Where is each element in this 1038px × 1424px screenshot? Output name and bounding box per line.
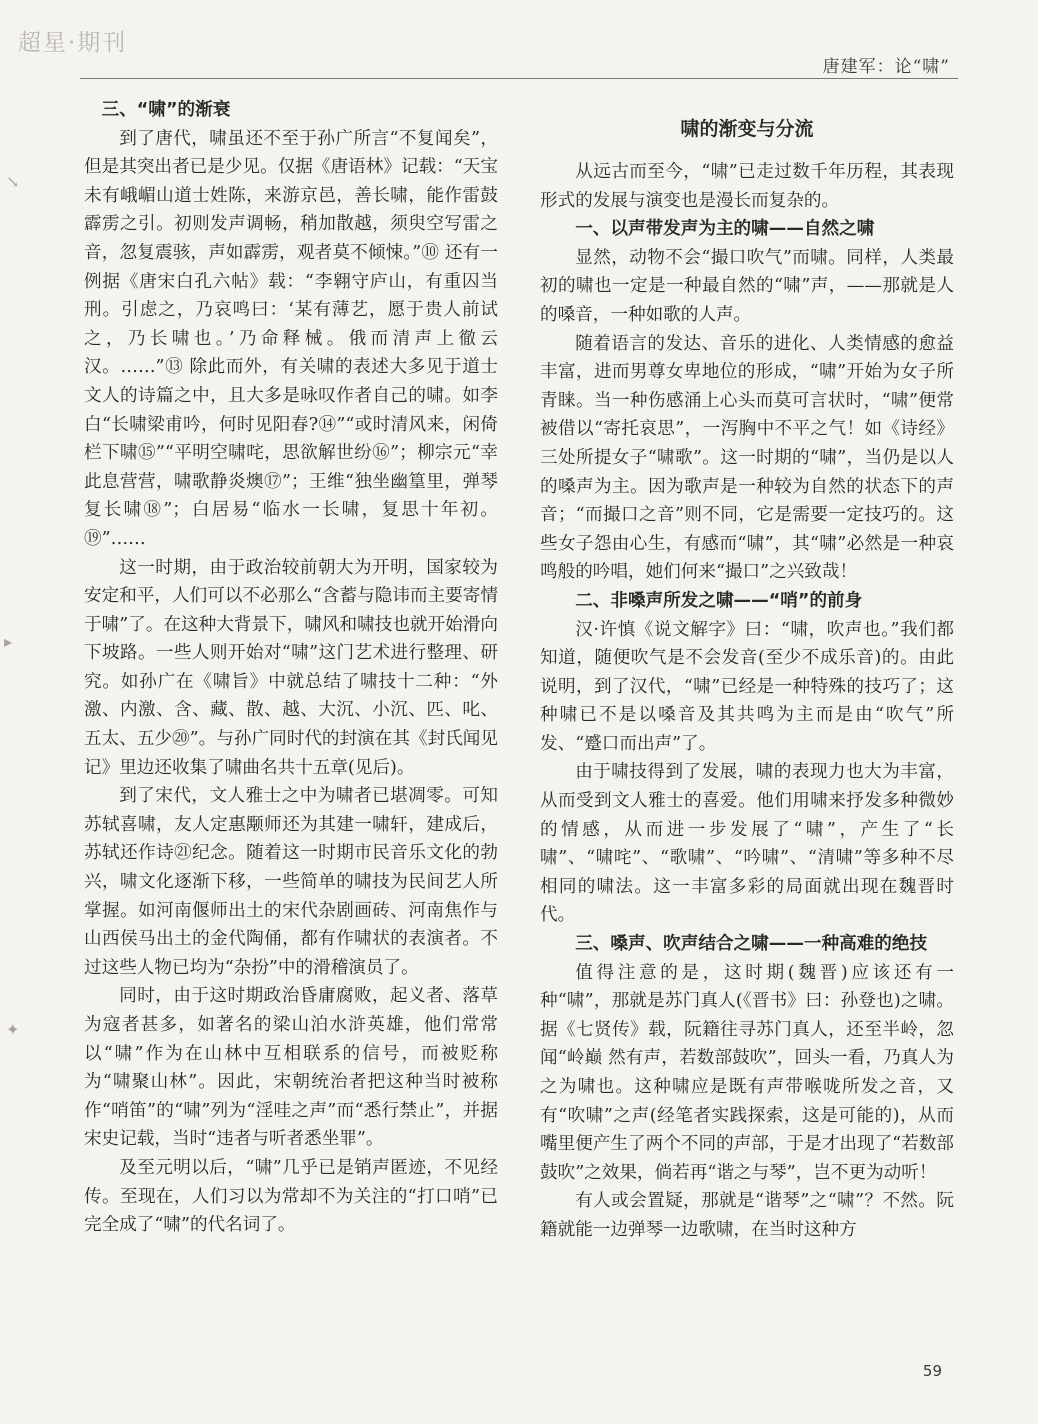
paragraph: 及至元明以后，“啸”几乎已是销声匿迹，不见经传。至现在，人们习以为常却不为关注的“打口哨”已完全成了“啸”的代名词了。: [84, 1157, 498, 1236]
left-column: [84, 96, 498, 1240]
subsection-heading: 二、非嗓声所发之啸——“哨”的前身: [575, 590, 863, 611]
paragraph: 显然，动物不会“撮口吹气”而啸。同样，人类最初的啸也一定是一种最自然的“啸”声，——那就是人的嗓音，一种如歌的人声。: [540, 247, 954, 325]
margin-mark: ↘: [6, 172, 20, 191]
page-number: 59: [922, 1362, 942, 1380]
running-head: 唐建军：论“啸”: [822, 57, 950, 77]
paragraph: 同时，由于这时期政治昏庸腐败，起义者、落草为寇者甚多，如著名的梁山泊水浒英雄，他们常常以“啸”作为在山林中互相联系的信号，而被贬称为“啸聚山林”。因此，宋朝统治者把这种当时被称作“哨笛”的“啸”列为“淫哇之声”而“悉行禁止”，并据宋史记载，当时“违者与听者悉坐罪”。: [84, 986, 498, 1150]
paragraph: 由于啸技得到了发展，啸的表现力也大为丰富，从而受到文人雅士的喜爱。他们用啸来抒发多种微妙的情感，从而进一步发展了“啸”，产生了“长啸”、“啸咤”、“歌啸”、“吟啸”、“清啸”等多种不尽相同的啸法。这一丰富多彩的局面就出现在魏晋时代。: [540, 762, 954, 926]
right-column: [540, 114, 954, 1245]
subsection-heading: 三、嗓声、吹声结合之啸——一种高难的绝技: [575, 934, 928, 955]
header-rule: [80, 78, 958, 79]
paragraph: 随着语言的发达、音乐的进化、人类情感的愈益丰富，进而男尊女卑地位的形成，“啸”开始为女子所青睐。当一种伤感涌上心头而莫可言状时，“啸”便常被借以“寄托哀思”，一泻胸中不平之气！如《诗经》三处所提女子“啸歌”。这一时期的“啸”，当仍是以人的嗓声为主。因为歌声是一种较为自然的状态下的声音；“而撮口之音”则不同，它是需要一定技巧的。这些女子怨由心生，有感而“啸”，其“啸”必然是一种哀鸣般的吟唱，她们何来“撮口”之兴致哉！: [540, 333, 954, 583]
paragraph: 值得注意的是，这时期(魏晋)应该还有一种“啸”，那就是苏门真人(《晋书》曰：孙登也)之啸。据《七贤传》载，阮籍往寻苏门真人，还至半岭，忽闻“岭巅 然有声，若数部鼓吹”，回头一看，乃真人为之为啸也。这种啸应是既有声带喉咙所发之音，又有“吹啸”之声(经笔者实践探索，这是可能的)，从而嘴里便产生了两个不同的声部，于是才出现了“若数部鼓吹”之效果，倘若再“谐之与琴”，岂不更为动听！: [540, 962, 954, 1183]
paragraph: 到了宋代，文人雅士之中为啸者已堪凋零。可知苏轼喜啸，友人定惠颙师还为其建一啸轩，建成后，苏轼还作诗㉑纪念。随着这一时期市民音乐文化的勃兴，啸文化逐渐下移，一些简单的啸技为民间艺人所掌握。如河南偃师出土的宋代杂剧画砖、河南焦作与山西侯马出土的金代陶俑，都有作啸状的表演者。不过这些人物已均为“杂扮”中的滑稽演员了。: [84, 786, 498, 978]
section-heading: 三、“啸”的渐衰: [101, 100, 231, 120]
section-title: 啸的渐变与分流: [680, 118, 814, 140]
paragraph: 这一时期，由于政治较前朝大为开明，国家较为安定和平，人们可以不必那么“含蓄与隐讳而主要寄情于啸”了。在这种大背景下，啸风和啸技也就开始滑向下坡路。一些人则开始对“啸”这门艺术进行整理、研究。如孙广在《啸旨》中就总结了啸技十二种：“外激、内激、含、藏、散、越、大沉、小沉、匹、叱、五太、五少⑳”。与孙广同时代的封演在其《封氏闻见记》里边还收集了啸曲名共十五章(见后)。: [84, 557, 498, 778]
margin-mark: ▸: [4, 632, 13, 651]
paragraph: 从远古而至今，“啸”已走过数千年历程，其表现形式的发展与演变也是漫长而复杂的。: [540, 162, 954, 211]
paragraph: 到了唐代，啸虽还不至于孙广所言“不复闻矣”，但是其突出者已是少见。仅据《唐语林》记载：“天宝未有峨嵋山道士姓陈，来游京邑，善长啸，能作雷鼓霹雳之引。初则发声调畅，稍加散越，须臾空写雷之音，忽复震骇，声如霹雳，观者莫不倾悚。”⑩ 还有一例据《唐宋白孔六帖》载：“李翱守庐山，有重囚当刑。引虑之，乃哀鸣曰：‘某有薄艺，愿于贵人前试之，乃长啸也。’乃命释械。俄而清声上徹云汉。……”⑬ 除此而外，有关啸的表述大多见于道士文人的诗篇之中，且大多是咏叹作者自己的啸。如李白“长啸梁甫吟，何时见阳春?⑭”“或时清风来，闲倚栏下啸⑮”“平明空啸咤，思欲解世纷⑯”；柳宗元“幸此息营营，啸歌静炎燠⑰”；王维“独坐幽篁里，弹琴复长啸⑱”；白居易“临水一长啸，复思十年初。⑲”……: [84, 128, 498, 549]
subsection-heading: 一、以声带发声为主的啸——自然之啸: [575, 219, 875, 240]
margin-mark: ✦: [6, 1020, 20, 1039]
paragraph: 汉·许慎《说文解字》曰：“啸，吹声也。”我们都知道，随便吹气是不会发音(至少不成乐音)的。由此说明，到了汉代，“啸”已经是一种特殊的技巧了；这种啸已不是以嗓音及其共鸣为主而是由“吹气”所发、“蹙口而出声”了。: [540, 619, 954, 754]
watermark-logo: 超星·期刊: [18, 30, 128, 56]
paragraph: 有人或会置疑，那就是“谐琴”之“啸”？不然。阮籍就能一边弹琴一边歌啸，在当时这种方: [540, 1191, 954, 1240]
